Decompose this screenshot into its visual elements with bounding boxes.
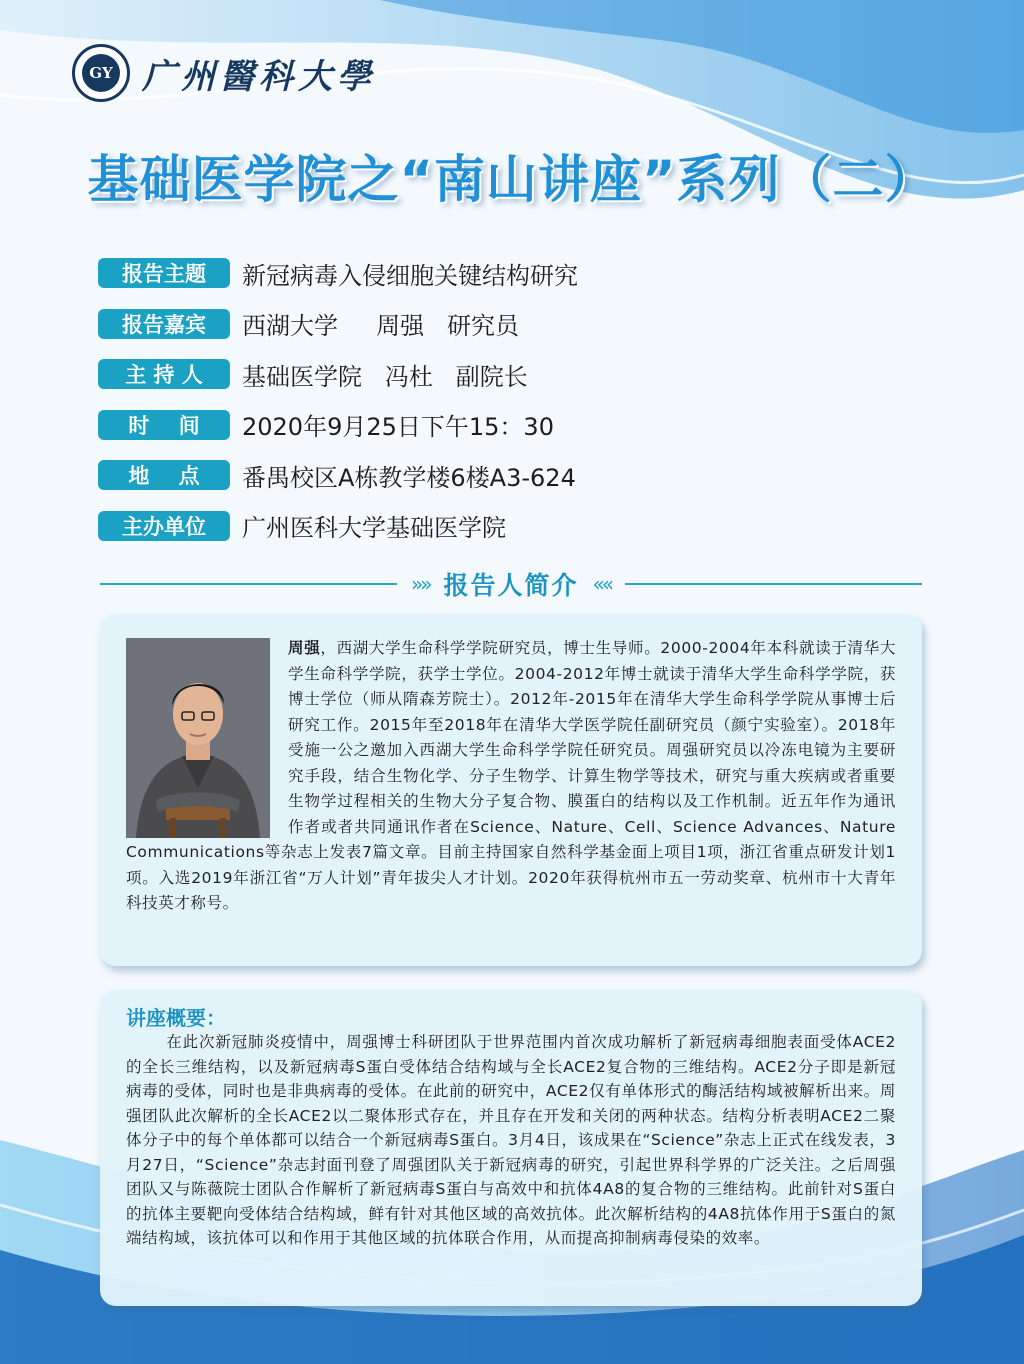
info-label-tag: 报告主题 bbox=[98, 258, 230, 288]
info-label-tag: 主办单位 bbox=[98, 511, 230, 541]
university-seal-icon bbox=[72, 44, 130, 102]
info-value: 番禺校区A栋教学楼6楼A3-624 bbox=[242, 463, 576, 492]
info-label-tag: 地 点 bbox=[98, 460, 230, 490]
chevron-left-icon: «« bbox=[592, 572, 611, 596]
section-header-bio bbox=[100, 566, 922, 602]
info-row-topic bbox=[98, 256, 938, 290]
info-row-host bbox=[98, 357, 938, 391]
speaker-bio-text: ，西湖大学生命科学学院研究员，博士生导师。2000-2004年本科就读于清华大学生命科学学院，获学士学位。2004-2012年博士就读于清华大学生命科学学院，获博士学位（师从隋森芳院士）。2012年-2015年在清华大学生命科学学院从事博士后研究工作。2015年至2018年在清华大学医学院任副研究员（颜宁实验室）。2018年受施一公之邀加入西湖大学生命科学学院任研究员。周强研究员以冷冻电镜为主要研究手段，结合生物化学、分子生物学、计算生物学等技术，研究与重大疾病或者重要生物学过程相关的生物大分子复合物、膜蛋白的结构以及工作机制。近五年作为通讯作者或者共同通讯作者在Science、Nature、Cell、Science Advances、Nature Communications等杂志上发表7篇文章。目前主持国家自然科学基金面上项目1项，浙江省重点研发计划1项。入选2019年浙江省“万人计划”青年拔尖人才计划。2020年获得杭州市五一劳动奖章、杭州市十大青年科技英才称号。 bbox=[126, 639, 897, 912]
speaker-name: 周强 bbox=[288, 639, 321, 657]
info-label-tag: 报告嘉宾 bbox=[98, 309, 230, 339]
summary-title: 讲座概要： bbox=[126, 1006, 226, 1030]
speaker-bio-card bbox=[100, 614, 922, 966]
summary-text: 在此次新冠肺炎疫情中，周强博士科研团队于世界范围内首次成功解析了新冠病毒细胞表面受体ACE2的全长三维结构，以及新冠病毒S蛋白受体结合结构域与全长ACE2复合物的三维结构。ACE2分子即是新冠病毒的受体，同时也是非典病毒的受体。在此前的研究中，ACE2仅有单体形式的酶活结构域被解析出来。周强团队此次解析的全长ACE2以二聚体形式存在，并且存在开发和关闭的两种状态。结构分析表明ACE2二聚体分子中的每个单体都可以结合一个新冠病毒S蛋白。3月4日，该成果在“Science”杂志上正式在线发表，3月27日，“Science”杂志封面刊登了周强团队关于新冠病毒的研究，引起世界科学界的广泛关注。之后周强团队又与陈薇院士团队合作解析了新冠病毒S蛋白与高效中和抗体4A8的复合物的三维结构。此前针对S蛋白的抗体主要靶向受体结合结构域，鲜有针对其他区域的高效抗体。此次解析结构的4A8抗体作用于S蛋白的氮端结构域，该抗体可以和作用于其他区域的抗体联合作用，从而提高抑制病毒侵染的效率。 bbox=[126, 1033, 896, 1247]
divider-line bbox=[625, 583, 922, 585]
lecture-summary-card bbox=[100, 990, 922, 1306]
info-label-tag: 主 持 人 bbox=[98, 359, 230, 389]
speaker-bio bbox=[126, 636, 896, 917]
info-value: 2020年9月25日下午15：30 bbox=[242, 413, 554, 441]
info-row-guest bbox=[98, 307, 938, 341]
info-value: 基础医学院 冯杜 副院长 bbox=[242, 362, 528, 391]
info-value: 广州医科大学基础医学院 bbox=[242, 514, 506, 542]
info-row-organizer bbox=[98, 509, 938, 543]
info-label-tag: 时 间 bbox=[98, 410, 230, 440]
divider-line bbox=[100, 583, 397, 585]
seal-mark: GY bbox=[82, 54, 120, 92]
info-value: 西湖大学 周强 研究员 bbox=[242, 312, 520, 340]
university-name: 广州醫科大學 bbox=[142, 56, 376, 97]
info-row-time bbox=[98, 408, 938, 442]
info-list bbox=[98, 256, 938, 559]
chevron-right-icon: »» bbox=[411, 572, 430, 596]
info-value: 新冠病毒入侵细胞关键结构研究 bbox=[242, 261, 578, 290]
section-title: 报告人简介 bbox=[443, 571, 579, 600]
info-row-location bbox=[98, 458, 938, 492]
page-title: 基础医学院之“南山讲座”系列（二） bbox=[87, 151, 937, 210]
university-logo bbox=[72, 44, 376, 102]
